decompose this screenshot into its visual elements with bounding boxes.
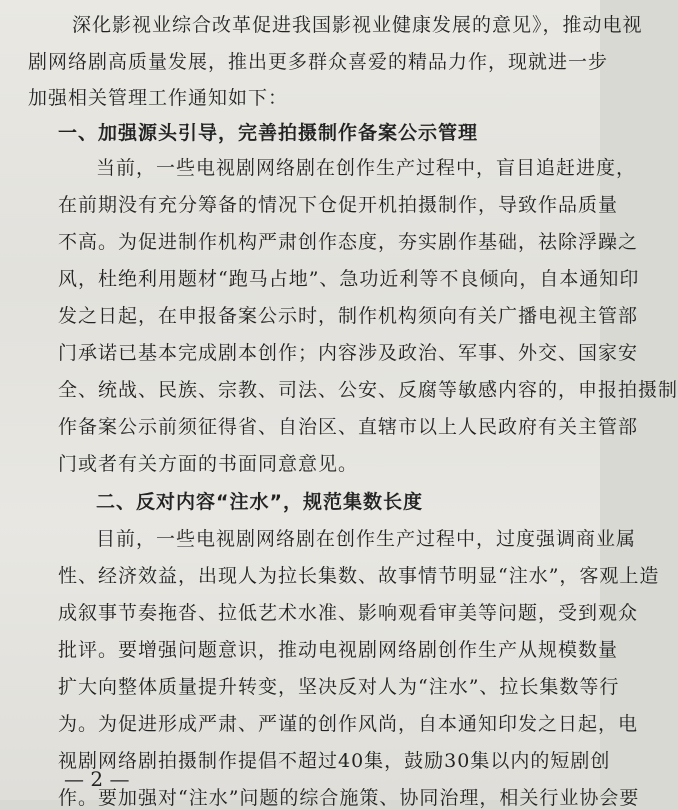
section1-line-7: 全、统战、民族、宗教、司法、公安、反腐等敏感内容的，申报拍摄制 bbox=[58, 379, 678, 401]
section2-line-4: 批评。要增强问题意识，推动电视剧网络剧创作生产从规模数量 bbox=[58, 639, 619, 661]
section2-line-7: 视剧网络剧拍摄制作提倡不超过40集，鼓励30集以内的短剧创 bbox=[58, 750, 611, 772]
section1-line-2: 在前期没有充分筹备的情况下仓促开机拍摄制作，导致作品质量 bbox=[58, 194, 619, 216]
section2-line-2: 性、经济效益，出现人为拉长集数、故事情节明显“注水”，客观上造 bbox=[58, 565, 660, 587]
intro-line-1: 深化影视业综合改革促进我国影视业健康发展的意见》，推动电视 bbox=[72, 14, 643, 36]
section1-line-8: 作备案公示前须征得省、自治区、直辖市以上人民政府有关主管部 bbox=[58, 416, 639, 438]
section1-line-1: 当前，一些电视剧网络剧在创作生产过程中，盲目追赶进度， bbox=[96, 157, 637, 179]
section2-line-8: 作。要加强对“注水”问题的综合施策、协同治理，相关行业协会要 bbox=[58, 787, 640, 809]
section2-line-5: 扩大向整体质量提升转变，坚决反对人为“注水”、拉长集数等行 bbox=[58, 676, 620, 698]
section1-line-9: 门或者有关方面的书面同意意见。 bbox=[58, 453, 359, 475]
section2-line-6: 为。为促进形成严肃、严谨的创作风尚，自本通知印发之日起，电 bbox=[58, 713, 639, 735]
section1-line-5: 发之日起，在申报备案公示时，制作机构须向有关广播电视主管部 bbox=[58, 305, 639, 327]
intro-line-2: 剧网络剧高质量发展，推出更多群众喜爱的精品力作，现就进一步 bbox=[28, 51, 609, 73]
section1-line-6: 门承诺已基本完成剧本创作；内容涉及政治、军事、外交、国家安 bbox=[58, 342, 639, 364]
section2-line-1: 目前，一些电视剧网络剧在创作生产过程中，过度强调商业属 bbox=[96, 528, 637, 550]
intro-line-3: 加强相关管理工作通知如下： bbox=[28, 87, 289, 109]
section1-line-3: 不高。为促进制作机构严肃创作态度，夯实剧作基础，祛除浮躁之 bbox=[58, 231, 639, 253]
page-number: — 2 — bbox=[64, 767, 130, 791]
section1-heading: 一、加强源头引导，完善拍摄制作备案公示管理 bbox=[58, 122, 479, 144]
section2-line-3: 成叙事节奏拖沓、拉低艺术水准、影响观看审美等问题，受到观众 bbox=[58, 602, 639, 624]
section2-heading: 二、反对内容“注水”，规范集数长度 bbox=[96, 491, 423, 513]
section1-line-4: 风，杜绝利用题材“跑马占地”、急功近利等不良倾向，自本通知印 bbox=[58, 268, 640, 290]
